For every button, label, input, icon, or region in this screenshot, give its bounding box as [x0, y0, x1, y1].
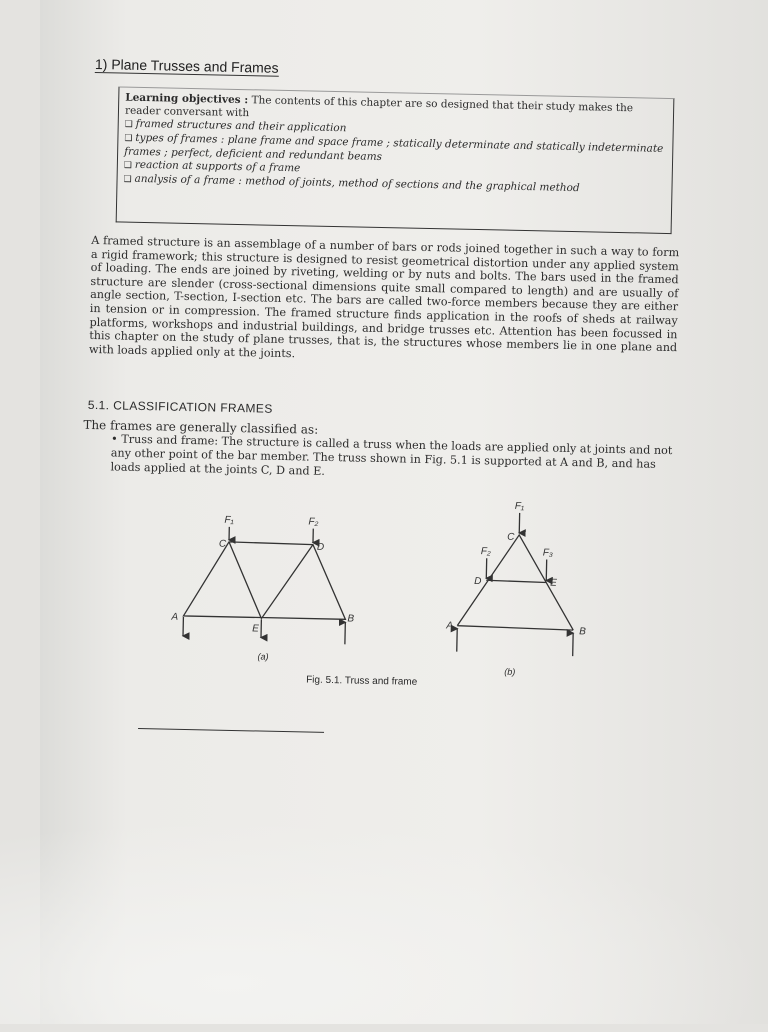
force-label: F₂: [308, 517, 318, 528]
figure-caption: Fig. 5.1. Truss and frame: [306, 675, 417, 688]
joint-label: D: [474, 576, 481, 587]
joint-label: A: [170, 612, 178, 623]
force-label: F₃: [543, 547, 553, 558]
chapter-title: 1) Plane Trusses and Frames: [95, 56, 279, 76]
force-label: F₁: [515, 501, 524, 512]
force-label: F₂: [481, 546, 491, 557]
section-lead: The frames are generally classified as:: [83, 418, 677, 444]
joint-label: C: [219, 539, 227, 550]
subfigure-label-a: (a): [257, 651, 268, 661]
joint-label: C: [507, 532, 515, 543]
joint-label: A: [445, 620, 453, 631]
truss-bullet: • Truss and frame: The structure is called a truss when the loads are applied only at joints and not any other point of the bar member. The truss shown in Fig. 5.1 is supported at A and B, and has loads applied at the joints C, D and E.: [82, 432, 677, 486]
objectives-lead: Learning objectives : The contents of this chapter are so designed that their study makes the reader conversant with: [125, 92, 667, 129]
joint-label: E: [550, 578, 557, 589]
joint-label: B: [347, 613, 354, 624]
joint-label: E: [252, 623, 259, 634]
objective-item: ❏ types of frames : plane frame and space frame ; statically determinate and statically indeterminate frames ; perfect, deficient and redundant beams: [124, 132, 666, 170]
force-label: F₁: [224, 515, 233, 526]
section-heading: 5.1. CLASSIFICATION FRAMES: [88, 398, 273, 416]
objective-item: ❏ analysis of a frame : method of joints, method of sections and the graphical method: [123, 173, 665, 198]
objective-item: ❏ framed structures and their application: [125, 118, 667, 143]
subfigure-label-b: (b): [504, 667, 515, 677]
intro-paragraph: A framed structure is an assemblage of a number of bars or rods joined together in such a way to form a rigid framework; this structure is designed to resist geometrical distortion under any applied system of loading. The ends are joined by riveting, welding or by nuts and bolts. The bars used in the framed structure are slender (cross-sectional dimensions quite small compared to length) and are usually of angle section, T-section, I-section etc. The bars are called two-force members because they are either in tension or in compression. The framed structure finds application in the roofs of sheds at railway platforms, workshops and industrial buildings, and bridge trusses etc. Attention has been focussed in this chapter on the study of plane trusses, that is, the structures whose members lie in one plane and with loads applied only at the joints.: [89, 234, 679, 369]
objective-item: ❏ reaction at supports of a frame: [124, 159, 666, 184]
joint-label: B: [579, 626, 586, 637]
joint-label: D: [317, 542, 324, 553]
